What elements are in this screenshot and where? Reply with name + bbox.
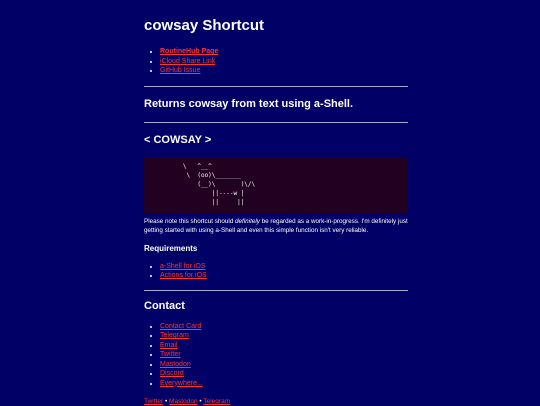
contact-list bbox=[144, 322, 408, 389]
note-paragraph bbox=[144, 217, 408, 236]
cowsay-heading: < COWSAY > bbox=[144, 133, 212, 146]
list-item bbox=[160, 331, 408, 341]
twitter-link[interactable]: Twitter bbox=[160, 351, 181, 358]
list-item bbox=[160, 262, 408, 272]
page-content bbox=[144, 0, 408, 406]
footer-twitter-link[interactable]: Twitter bbox=[144, 398, 164, 405]
everywhere-link[interactable]: Everywhere... bbox=[160, 379, 203, 387]
page-title: cowsay Shortcut bbox=[144, 17, 265, 34]
subtitle: Returns cowsay from text using a-Shell. bbox=[144, 97, 354, 110]
divider bbox=[144, 122, 408, 123]
icloud-share-link[interactable]: iCloud Share Link bbox=[160, 57, 216, 65]
a-shell-link[interactable]: a-Shell for iOS bbox=[160, 262, 206, 270]
note-text: Please note this shortcut should bbox=[144, 217, 236, 225]
note-text: be regarded as a work-in-progress. I'm definitely just getting started with using a-Shell and even this simple function isn't very reliable. bbox=[144, 217, 408, 234]
requirements-list bbox=[144, 262, 408, 281]
list-item bbox=[160, 57, 408, 67]
divider bbox=[144, 290, 408, 291]
list-item bbox=[160, 271, 408, 281]
contact-heading: Contact bbox=[144, 299, 185, 312]
list-item bbox=[160, 322, 408, 332]
discord-link[interactable]: Discord bbox=[160, 370, 184, 377]
ascii-cow-block: \ ^__^ \ (oo)\_______ (__)\ )\/\ ||----w | || || bbox=[144, 158, 408, 213]
list-item bbox=[160, 47, 408, 57]
mastodon-link[interactable]: Mastodon bbox=[160, 360, 191, 368]
list-item bbox=[160, 369, 408, 379]
contact-card-link[interactable]: Contact Card bbox=[160, 322, 202, 330]
note-emphasis: definitely bbox=[235, 217, 260, 225]
requirements-heading: Requirements bbox=[144, 243, 198, 253]
routinehub-link[interactable]: RoutineHub Page bbox=[160, 48, 219, 55]
list-item bbox=[160, 66, 408, 76]
telegram-link[interactable]: Telegram bbox=[160, 332, 189, 339]
email-link[interactable]: Email bbox=[160, 341, 178, 349]
footer-separator: • bbox=[197, 398, 204, 405]
divider bbox=[144, 86, 408, 87]
footer-separator: • bbox=[163, 398, 170, 405]
list-item bbox=[160, 379, 408, 389]
actions-link[interactable]: Actions for iOS bbox=[160, 272, 207, 279]
list-item bbox=[160, 360, 408, 370]
list-item bbox=[160, 350, 408, 360]
top-links-list bbox=[144, 47, 408, 76]
footer-mastodon-link[interactable]: Mastodon bbox=[169, 398, 198, 405]
footer-telegram-link[interactable]: Telegram bbox=[203, 398, 231, 405]
github-issue-link[interactable]: GitHub Issue bbox=[160, 67, 201, 74]
list-item bbox=[160, 341, 408, 351]
